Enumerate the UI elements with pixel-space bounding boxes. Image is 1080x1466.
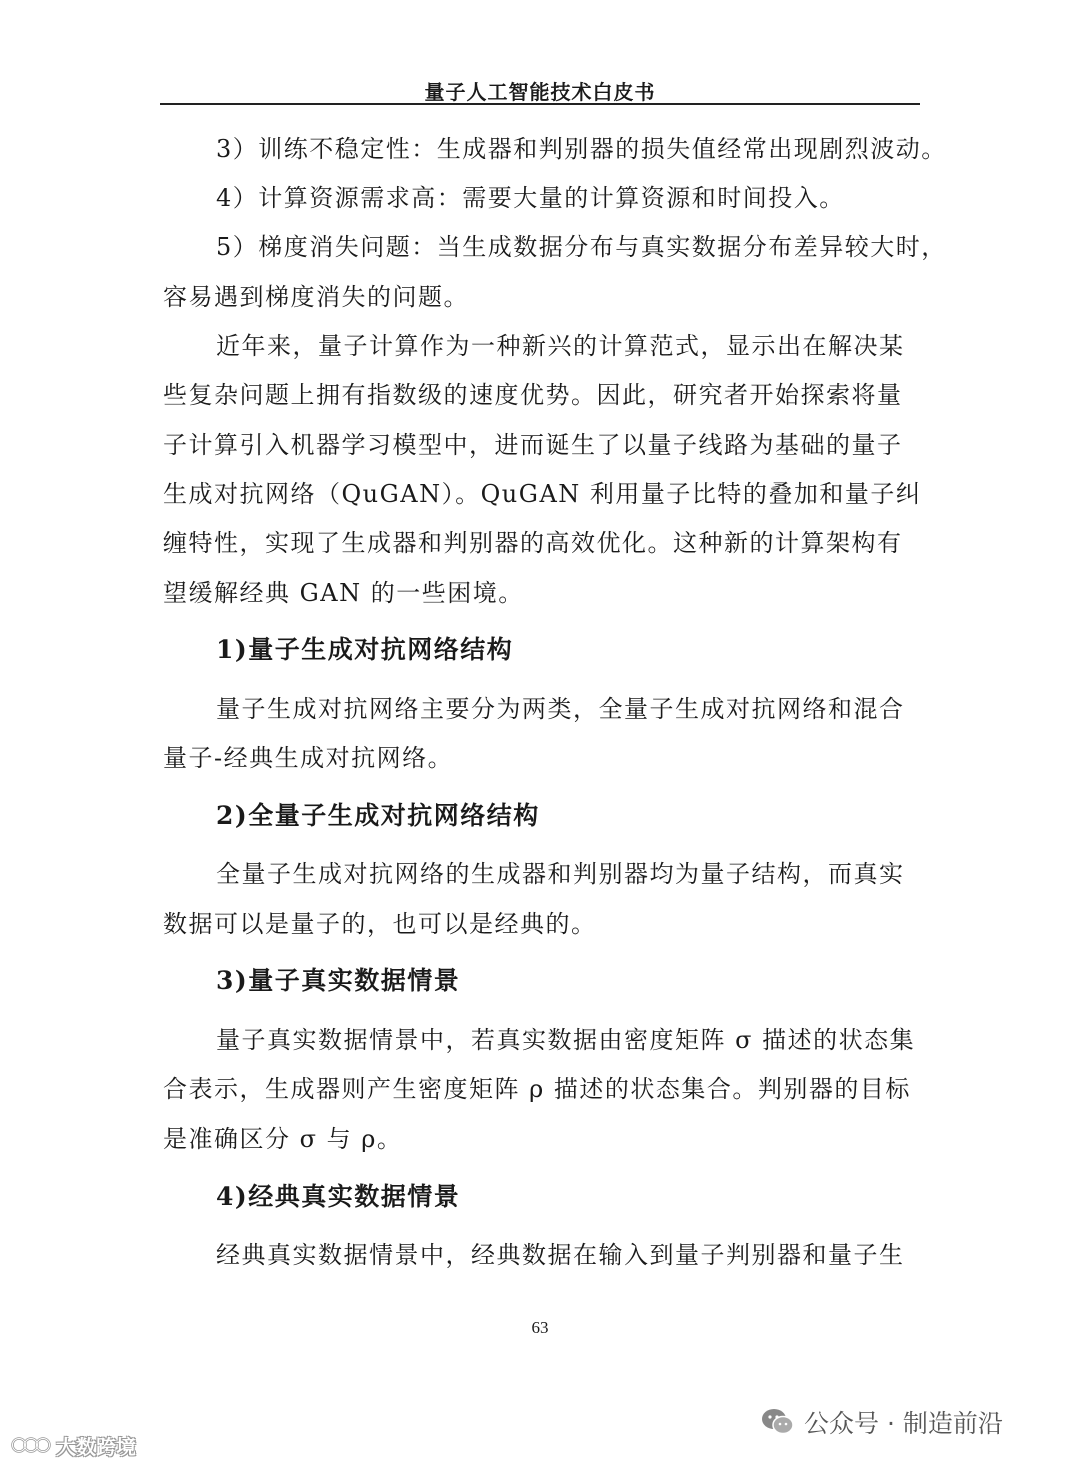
body-line: 合表示，生成器则产生密度矩阵 ρ 描述的状态集合。判别器的目标 — [163, 1075, 911, 1103]
wechat-icon — [760, 1407, 796, 1437]
body-line: 5）梯度消失问题：当生成数据分布与真实数据分布差异较大时， — [216, 233, 947, 261]
body-line: 量子真实数据情景中，若真实数据由密度矩阵 σ 描述的状态集 — [216, 1026, 916, 1054]
section-heading-1: 1)量子生成对抗网络结构 — [216, 635, 514, 664]
section-heading-2: 2)全量子生成对抗网络结构 — [216, 801, 540, 830]
body-line: 近年来，量子计算作为一种新兴的计算范式，显示出在解决某 — [216, 332, 905, 360]
section-heading-4: 4)经典真实数据情景 — [216, 1182, 461, 1211]
logo-icon — [10, 1433, 52, 1457]
body-line: 缠特性，实现了生成器和判别器的高效优化。这种新的计算架构有 — [163, 529, 903, 557]
watermark-right-text: 公众号 · 制造前沿 — [804, 1409, 1003, 1438]
body-line: 经典真实数据情景中，经典数据在输入到量子判别器和量子生 — [216, 1241, 905, 1269]
body-line: 量子-经典生成对抗网络。 — [163, 744, 454, 772]
body-line: 是准确区分 σ 与 ρ。 — [163, 1125, 403, 1153]
watermark-left — [10, 1430, 136, 1460]
watermark-left-text: 大数跨境 — [56, 1434, 136, 1459]
body-line: 些复杂问题上拥有指数级的速度优势。因此，研究者开始探索将量 — [163, 381, 903, 409]
body-line: 3）训练不稳定性：生成器和判别器的损失值经常出现剧烈波动。 — [216, 135, 947, 163]
body-line: 量子生成对抗网络主要分为两类，全量子生成对抗网络和混合 — [216, 695, 905, 723]
body-line: 全量子生成对抗网络的生成器和判别器均为量子结构，而真实 — [216, 860, 905, 888]
body-line: 容易遇到梯度消失的问题。 — [163, 283, 469, 311]
body-line: 4）计算资源需求高：需要大量的计算资源和时间投入。 — [216, 184, 845, 212]
body-line: 望缓解经典 GAN 的一些困境。 — [163, 579, 524, 607]
body-line: 数据可以是量子的，也可以是经典的。 — [163, 910, 597, 938]
watermark-right — [760, 1402, 1003, 1442]
body-line: 生成对抗网络（QuGAN）。QuGAN 利用量子比特的叠加和量子纠 — [163, 480, 922, 508]
section-heading-3: 3)量子真实数据情景 — [216, 966, 461, 995]
page-number: 63 — [531, 1318, 549, 1337]
header-rule — [160, 103, 920, 105]
page-header-title: 量子人工智能技术白皮书 — [424, 80, 656, 104]
body-line: 子计算引入机器学习模型中，进而诞生了以量子线路为基础的量子 — [163, 431, 903, 459]
